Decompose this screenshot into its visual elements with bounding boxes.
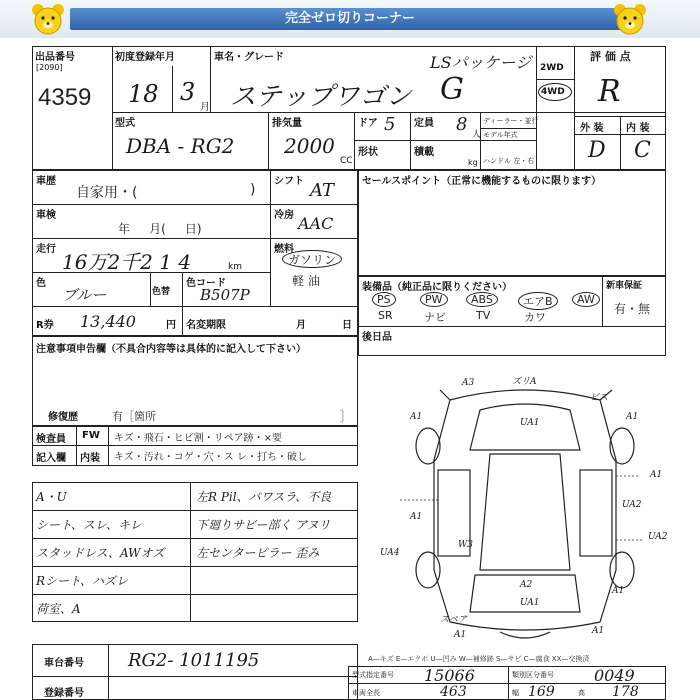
damage-legend: A—キズ E—エクボ U—凹み W—補修跡 S—サビ C—腐食 XX—交換済: [368, 655, 590, 663]
diagram-label: スペア: [440, 615, 468, 625]
new-car-label: 新車保証: [606, 281, 643, 291]
diagram-label: A1: [454, 630, 467, 640]
length-label: 車両全長: [352, 689, 380, 697]
door-label: ドア: [358, 118, 378, 129]
recycle-unit: 円: [166, 320, 176, 331]
banner: [0, 0, 700, 38]
load-unit: kg: [468, 158, 478, 167]
diagram-label: UA1: [520, 598, 540, 608]
door-value: 5: [384, 114, 396, 135]
class-label: 類別区分番号: [512, 671, 554, 679]
diagram-label: UA1: [520, 418, 540, 428]
displacement-unit: CC: [340, 156, 353, 166]
diagram-label: A2: [520, 580, 533, 590]
exterior-label: 外 装: [580, 123, 604, 134]
diagram-label: ズリA: [512, 377, 537, 387]
model-label: 車名・グレード: [214, 52, 284, 63]
shift-value: AT: [310, 180, 335, 201]
package-name: LSパッケージ: [430, 53, 532, 72]
drive-4wd: 4WD: [541, 87, 565, 97]
equipment-item: SR: [378, 309, 393, 322]
inspector-label: 検査員: [36, 434, 66, 445]
sales-point-label: セールスポイント（正常に機能するものに限ります）: [362, 176, 602, 187]
lot-code: [2090]: [36, 63, 63, 72]
remark-right: 下廻りサビー部く アヌリ: [196, 518, 331, 532]
equipment-label: 装備品（純正品に限りください）: [362, 282, 512, 293]
cert-value: 15066: [424, 666, 475, 685]
equipment-item: カワ: [524, 311, 546, 324]
color-value: ブルー: [62, 286, 107, 304]
diagram-label: A1: [410, 412, 423, 422]
diagram-label: W3: [458, 540, 473, 550]
seat-label: 後日品: [362, 332, 392, 343]
dealer-label: ディーラー・並行: [483, 117, 539, 125]
interior-check-label: 内装: [80, 453, 100, 464]
lot-number: 4359: [38, 84, 92, 111]
displacement-value: 2000: [284, 134, 335, 158]
name-change-month: 月: [296, 320, 306, 331]
handle-label: ハンドル 左・右: [483, 157, 535, 165]
registration-label: 登録番号: [44, 688, 84, 699]
height-label: 高: [578, 689, 585, 697]
remark-left: Rシート、ハズレ: [36, 574, 128, 588]
mileage-unit: km: [228, 262, 242, 272]
repair-value: 有［箇所: [112, 410, 156, 423]
repair-close: ］: [340, 410, 351, 423]
diagram-label: UA2: [648, 532, 668, 542]
fuel-gasoline: ガソリン: [288, 253, 337, 267]
interior-items: キズ・汚れ・コゲ・穴・ス レ・打ち・破し: [114, 452, 307, 463]
recycle-label: R券: [36, 320, 54, 331]
inspection-value: 年 月( 日): [118, 222, 202, 236]
width-label: 幅: [512, 689, 519, 697]
diagram-label: UA2: [622, 500, 642, 510]
equipment-item: AW: [572, 292, 600, 307]
shape-label: 形状: [358, 147, 378, 158]
ac-value: AAC: [298, 214, 334, 233]
diagram-label: A1: [612, 586, 625, 596]
diagram-label: ビス: [590, 393, 609, 403]
name-change-day: 日: [342, 320, 352, 331]
equipment-item: エアB: [518, 292, 558, 310]
repair-label: 修復歴: [48, 412, 78, 423]
recycle-value: 13,440: [80, 312, 136, 331]
interior-grade: C: [634, 138, 651, 163]
name-change-label: 名変期限: [186, 320, 226, 331]
usage-value: 自家用・(: [76, 185, 138, 201]
remark-left: スタッドレス、AWオズ: [36, 546, 165, 560]
ac-label: 冷房: [274, 210, 294, 221]
capacity-value: 8: [456, 114, 468, 135]
equipment-item: TV: [476, 309, 491, 322]
model-year-label: モデル年式: [483, 131, 518, 139]
fuel-diesel: 軽 油: [292, 274, 320, 288]
usage-label: 車歴: [36, 176, 56, 187]
drive-2wd: 2WD: [540, 63, 564, 73]
grade: G: [440, 72, 464, 107]
equipment-item: PW: [420, 292, 448, 307]
diagram-label: A1: [650, 470, 663, 480]
chassis-value: RG2- 1011195: [128, 650, 260, 671]
equipment-item: ABS: [466, 292, 498, 307]
capacity-label: 定員: [414, 118, 434, 129]
first-reg-month: 3: [180, 78, 196, 106]
equipment-item: PS: [372, 292, 396, 307]
load-label: 積載: [414, 147, 434, 158]
mileage-value: 16万2千2 1 4: [62, 250, 192, 274]
remark-right: 左R Pil、パワスラ、不良: [196, 490, 332, 504]
remark-left: 荷室、A: [36, 602, 81, 616]
lot-number-label: 出品番号: [35, 52, 75, 63]
score-label: 評 価 点: [590, 50, 631, 63]
fw-label: FW: [82, 430, 100, 441]
remark-left: シート、スレ、キレ: [36, 518, 142, 532]
fw-items: キズ・飛石・ヒビ割・リペア跡・×要: [114, 433, 282, 444]
month-unit: 月: [200, 102, 210, 113]
first-reg-year: 18: [128, 80, 159, 108]
first-reg-label: 初度登録年月: [115, 52, 175, 63]
remark-right: 左センターピラー 歪み: [196, 546, 320, 560]
type-value: DBA - RG2: [126, 134, 235, 158]
displacement-label: 排気量: [272, 118, 302, 129]
capacity-unit: 人: [472, 130, 482, 140]
diagram-label: A1: [410, 512, 423, 522]
type-label: 型式: [115, 118, 135, 129]
diagram-label: A1: [626, 412, 639, 422]
diagram-label: A3: [462, 378, 475, 388]
color-code-value: B507P: [200, 286, 250, 304]
banner-title: 完全ゼロ切りコーナー: [70, 8, 630, 30]
usage-close: ): [250, 182, 256, 198]
height-value: 178: [612, 684, 639, 700]
length-value: 463: [440, 684, 467, 700]
class-value: 0049: [594, 666, 635, 685]
fuel-label: 燃料: [274, 244, 294, 255]
mileage-label: 走行: [36, 244, 56, 255]
chassis-label: 車台番号: [44, 658, 84, 669]
diagram-label: UA4: [380, 548, 400, 558]
exterior-grade: D: [588, 138, 606, 163]
width-value: 169: [528, 684, 555, 700]
color-change-label: 色替: [152, 287, 171, 297]
bear-mascot-icon: [30, 2, 66, 36]
equipment-item: ナビ: [424, 311, 446, 324]
bear-mascot-icon: [612, 2, 648, 36]
color-code-label: 色コード: [186, 278, 226, 289]
entry-label: 記入欄: [36, 453, 66, 464]
color-label: 色: [36, 278, 46, 289]
remark-left: A・U: [36, 490, 67, 504]
inspection-label: 車検: [36, 210, 56, 221]
shift-label: シフト: [274, 176, 304, 187]
diagram-label: A1: [592, 626, 605, 636]
cert-label: 型式指定番号: [352, 671, 394, 679]
new-car-value: 有・無: [614, 302, 651, 316]
interior-label: 内 装: [626, 123, 650, 134]
notes-label: 注意事項申告欄（不具合内容等は具体的に記入して下さい）: [36, 344, 306, 355]
model-name: ステップワゴン: [230, 82, 412, 112]
score: R: [598, 74, 621, 109]
